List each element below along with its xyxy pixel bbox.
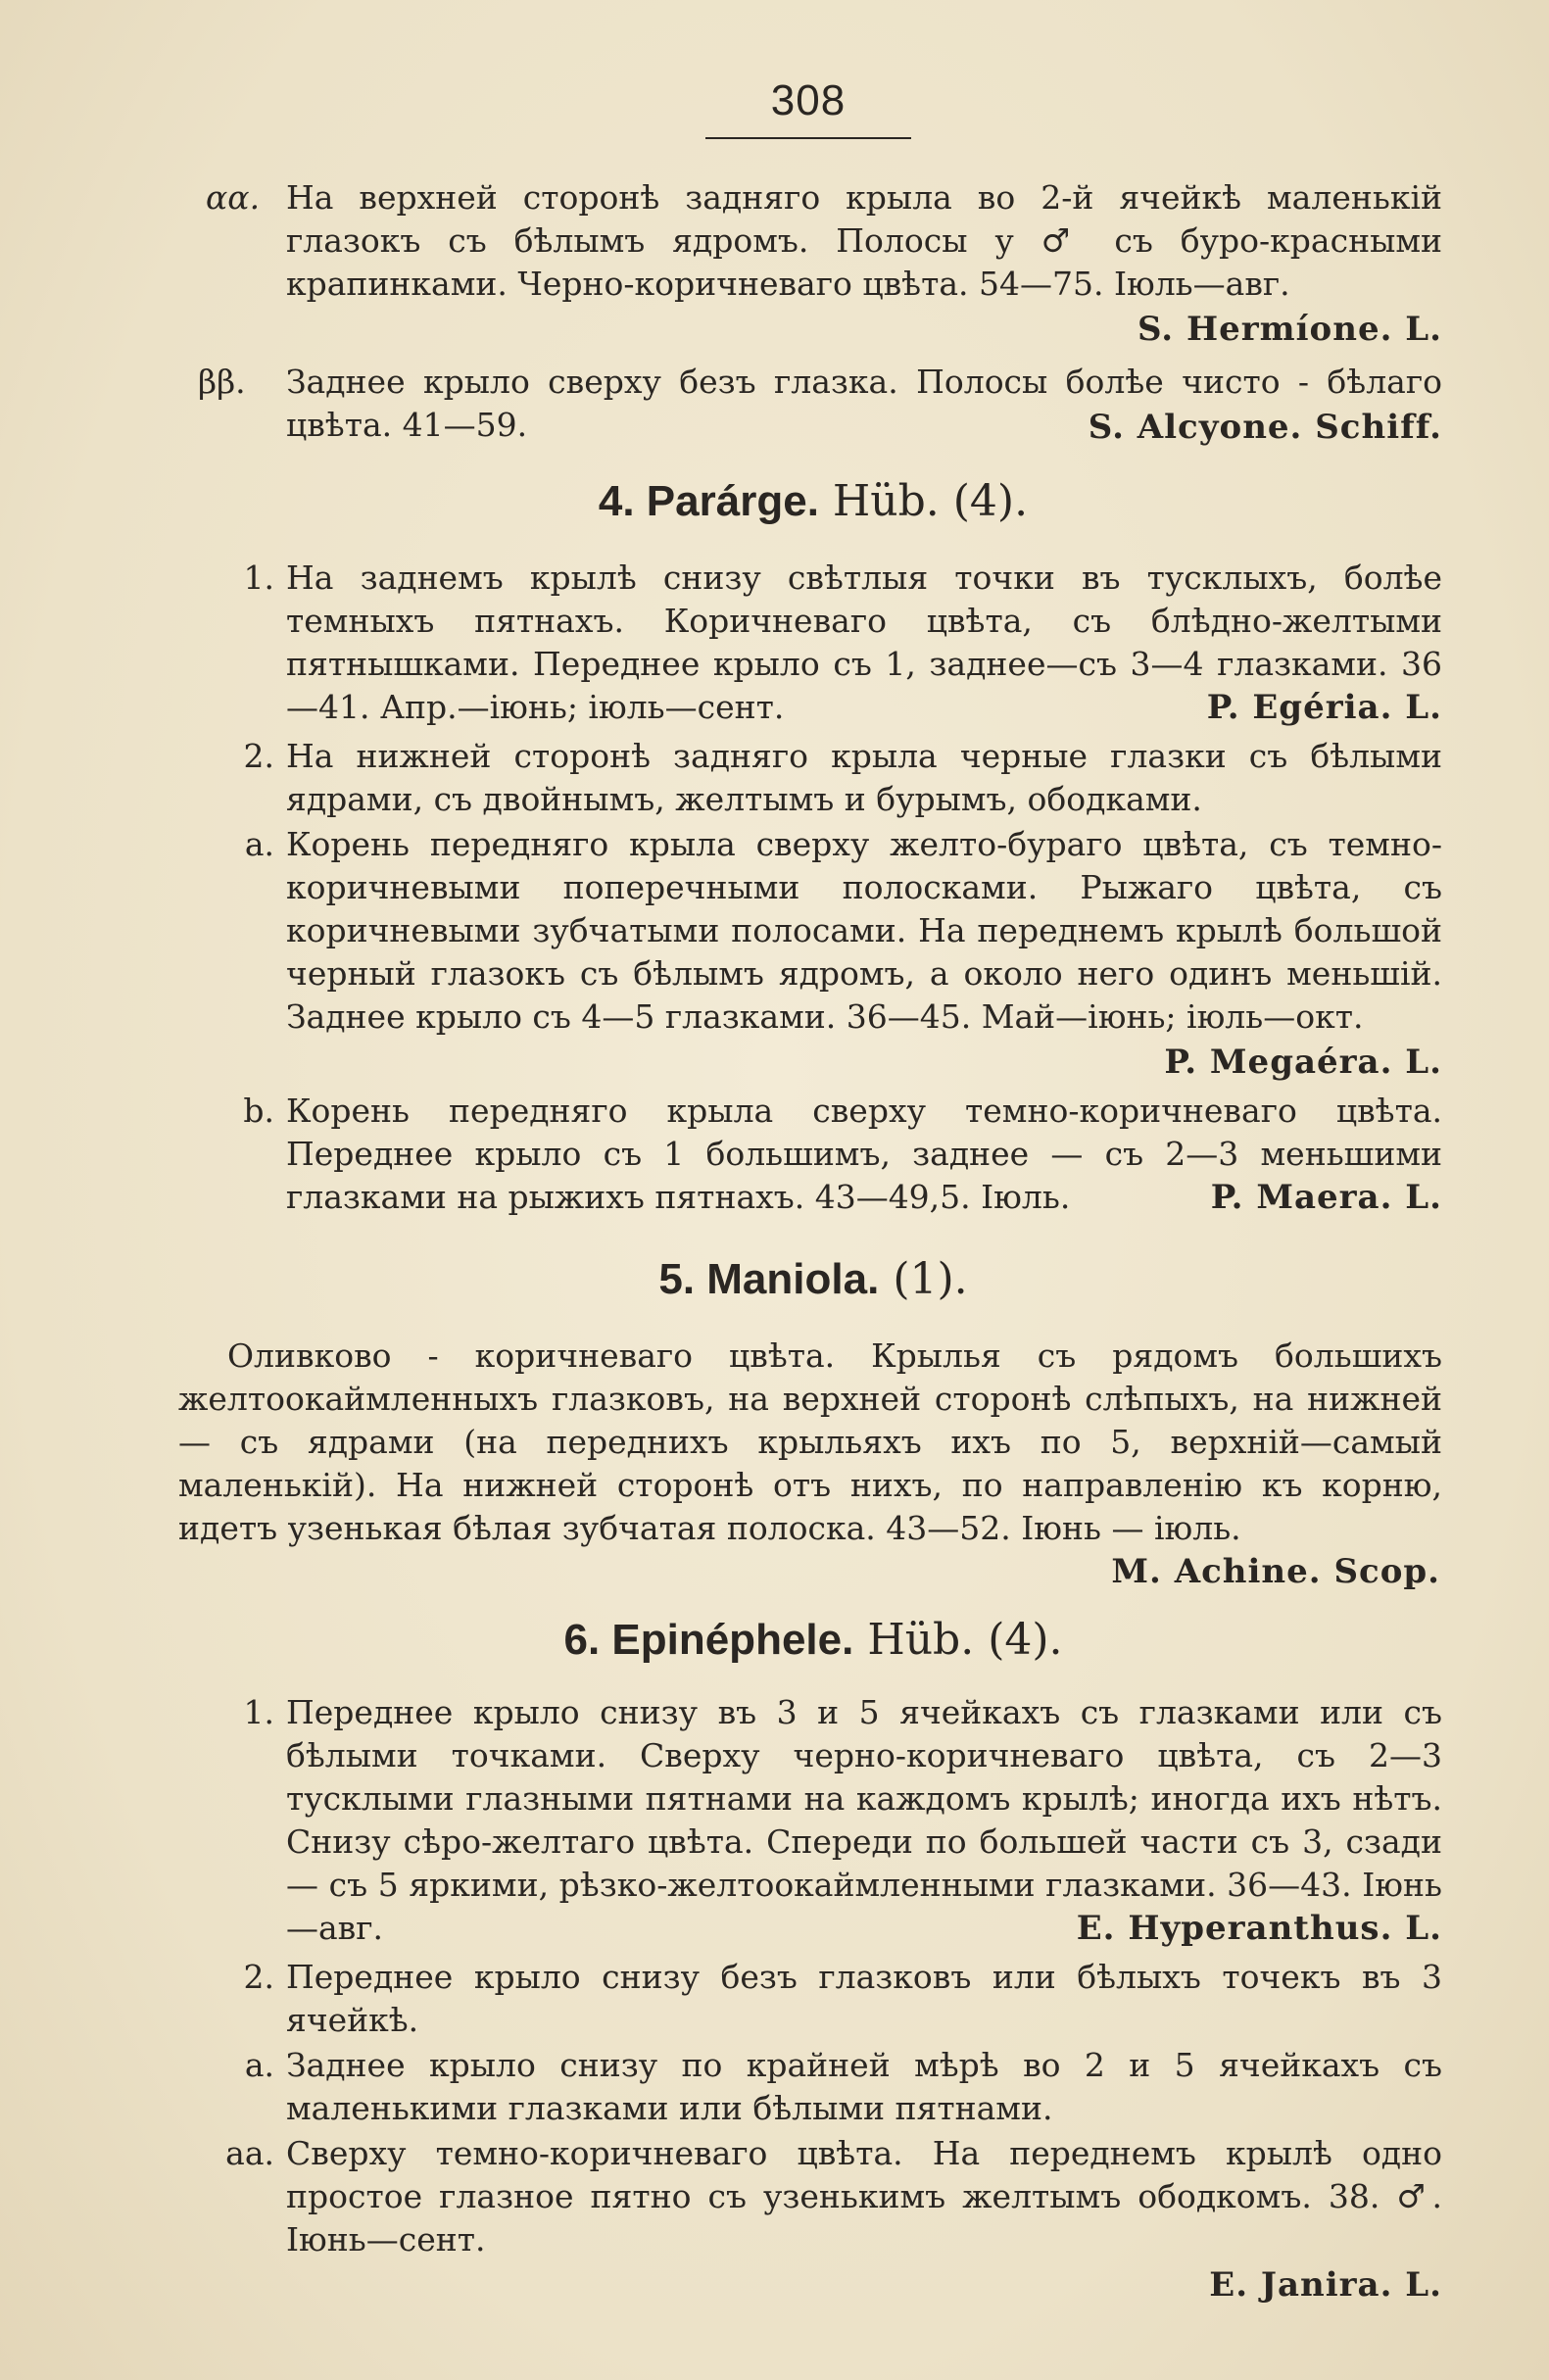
genus-author: Hüb. (4). xyxy=(832,476,1029,526)
species-name: P. Maera. L. xyxy=(1210,1178,1442,1217)
entry-text: На верхней сторонѣ задняго крыла во 2-й ячейкѣ маленькій глазокъ съ бѣлымъ ядромъ. Полосы у ♂ съ буро-красными крапинками. Черно-коричневаго цвѣта. 54—75. Іюль—авг. xyxy=(286,178,1442,303)
species-name: S. Alcyone. Schiff. xyxy=(1088,408,1442,447)
genus-name: 5. Maniola. xyxy=(658,1255,880,1303)
page-number: 308 xyxy=(770,76,847,124)
species-name: P. Egéria. L. xyxy=(1206,688,1442,727)
species-name: E. Hyperanthus. L. xyxy=(1076,1909,1442,1948)
species-name: M. Achine. Scop. xyxy=(1111,1552,1440,1591)
maniola-description: Оливково - коричневаго цвѣта. Крылья съ рядомъ большихъ желтоокаймленныхъ глазковъ, на верхней сторонѣ слѣпыхъ, на нижней — съ ядрами (на переднихъ крыльяхъ ихъ по 5, верхній—самый маленькій). На нижней сторонѣ отъ нихъ, по направленію къ корню, идетъ узенькая бѣлая зубчатая полоска. 43—52. Іюнь — іюль. xyxy=(178,1336,1442,1547)
key-entry-pb xyxy=(176,1090,1450,1221)
key-entry-e2 xyxy=(176,1956,1450,2042)
entry-text: На нижней сторонѣ задняго крыла черные глазки съ бѣлыми ядрами, съ двойнымъ, желтымъ и бурымъ, ободками. xyxy=(286,737,1442,818)
entry-marker: ββ. xyxy=(198,363,246,401)
key-entry-ea xyxy=(176,2044,1450,2130)
entry-marker: a. xyxy=(244,825,274,863)
species-name: S. Hermíone. L. xyxy=(1137,310,1442,349)
genus-name: 6. Epinéphele. xyxy=(563,1616,854,1664)
key-entry-p1 xyxy=(176,557,1450,731)
entry-text: Заднее крыло снизу по крайней мѣрѣ во 2 и 5 ячейкахъ съ маленькими глазками или бѣлыми пятнами. xyxy=(286,2046,1442,2127)
species-name: P. Megaéra. L. xyxy=(1164,1043,1442,1082)
entry-text: На заднемъ крылѣ снизу свѣтлыя точки въ тусклыхъ, болѣе темныхъ пятнахъ. Коричневаго цвѣта, съ блѣдно-желтыми пятнышками. Переднее крыло съ 1, заднее—съ 3—4 глазками. 36—41. Апр.—іюнь; іюль—сент. xyxy=(286,559,1442,726)
genus-author: (1). xyxy=(893,1254,968,1304)
entry-text: Сверху темно-коричневаго цвѣта. На переднемъ крылѣ одно простое глазное пятно съ узенькимъ желтымъ ободкомъ. 38. ♂. Іюнь—сент. xyxy=(286,2134,1442,2259)
entry-text: Переднее крыло снизу въ 3 и 5 ячейкахъ съ глазками или съ бѣлыми точками. Сверху черно-коричневаго цвѣта, съ 2—3 тусклыми глазными пятнами на каждомъ крылѣ; иногда ихъ нѣтъ. Снизу сѣро-желтаго цвѣта. Спереди по большей части съ 3, сзади — съ 5 яркими, рѣзко-желтоокаймленными глазками. 36—43. Іюнь—авг. xyxy=(286,1693,1442,1947)
genus-heading-pararge xyxy=(176,474,1450,529)
entry-marker: aa. xyxy=(225,2134,274,2172)
entry-marker: 2. xyxy=(243,1958,274,1996)
entry-marker: αα. xyxy=(206,178,261,217)
genus-heading-maniola xyxy=(176,1252,1450,1307)
key-entry-eaa xyxy=(176,2132,1450,2308)
entry-text: Заднее крыло сверху безъ глазка. Полосы болѣе чисто - бѣлаго цвѣта. 41—59. xyxy=(286,363,1442,444)
entry-marker: 1. xyxy=(243,559,274,597)
entry-text: Переднее крыло снизу безъ глазковъ или бѣлыхъ точекъ въ 3 ячейкѣ. xyxy=(286,1958,1442,2039)
genus-author: Hüb. (4). xyxy=(867,1615,1063,1665)
genus-name: 4. Parárge. xyxy=(598,477,819,525)
key-entry-aa xyxy=(176,176,1450,353)
key-entry-e1 xyxy=(176,1691,1450,1952)
entry-marker: 1. xyxy=(243,1693,274,1731)
key-entry-p2 xyxy=(176,735,1450,821)
key-entry-bb xyxy=(176,361,1450,451)
species-name: E. Janira. L. xyxy=(1209,2265,1442,2305)
entry-marker: a. xyxy=(244,2046,274,2084)
genus-heading-epinephele xyxy=(176,1613,1450,1668)
entry-text: Корень передняго крыла сверху желто-бураго цвѣта, съ темно-коричневыми поперечными полосками. Рыжаго цвѣта, съ коричневыми зубчатыми полосами. На переднемъ крылѣ большой черный глазокъ съ бѣлымъ ядромъ, а около него одинъ меньшій. Заднее крыло съ 4—5 глазками. 36—45. Май—іюнь; іюль—окт. xyxy=(286,825,1442,1036)
entry-marker: 2. xyxy=(243,737,274,775)
entry-text: Корень передняго крыла сверху темно-коричневаго цвѣта. Переднее крыло съ 1 большимъ, заднее — съ 2—3 меньшими глазками на рыжихъ пятнахъ. 43—49,5. Іюль. xyxy=(286,1092,1442,1216)
header-rule xyxy=(705,137,911,139)
key-entry-pa xyxy=(176,823,1450,1086)
entry-marker: b. xyxy=(243,1092,274,1130)
